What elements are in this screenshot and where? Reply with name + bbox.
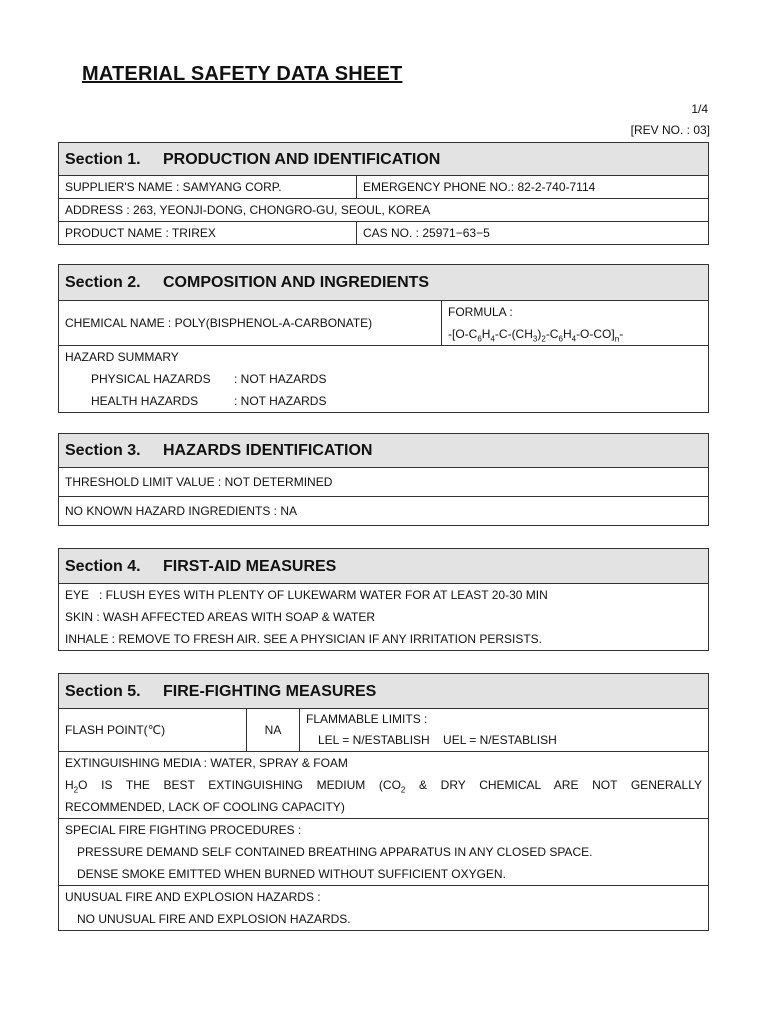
revision-number: [REV NO. : 03] xyxy=(630,123,710,137)
document-title: MATERIAL SAFETY DATA SHEET xyxy=(82,63,403,85)
section-2 xyxy=(58,264,709,413)
health-hazards: HEALTH HAZARDS : NOT HAZARDS xyxy=(91,394,327,408)
formula-cell xyxy=(441,301,708,345)
lel-uel: LEL = N/ESTABLISH UEL = N/ESTABLISH xyxy=(318,733,557,747)
emergency-phone: EMERGENCY PHONE NO.: 82-2-740-7114 xyxy=(363,180,596,194)
first-aid-cell xyxy=(59,584,708,650)
flash-point-label-cell xyxy=(59,709,246,751)
section-4-header xyxy=(59,549,708,584)
chemical-row xyxy=(59,301,708,345)
ingredients-cell xyxy=(59,497,708,525)
section-3-number: Section 3. xyxy=(65,442,141,459)
address: ADDRESS : 263, YEONJI-DONG, CHONGRO-GU, SEOUL, KOREA xyxy=(65,203,431,217)
chemical-formula: $-[O-C_6H_4-C-(CH_3)_2-C_6H_4-O-CO]_n-$ xyxy=(448,327,624,344)
section-3-header xyxy=(59,434,708,468)
emergency-cell xyxy=(356,176,708,198)
cas-number: CAS NO. : 25971−63−5 xyxy=(363,226,490,240)
special-procedures-row xyxy=(59,818,708,885)
tlv-row xyxy=(59,468,708,496)
unusual-hazards-cell xyxy=(59,886,708,930)
hazard-summary-title: HAZARD SUMMARY xyxy=(65,350,179,364)
tlv-cell xyxy=(59,468,708,496)
section-2-number: Section 2. xyxy=(65,274,141,291)
flash-point-value: NA xyxy=(264,723,282,737)
section-3-title: HAZARDS IDENTIFICATION xyxy=(163,442,373,459)
first-aid-eye: EYE : FLUSH EYES WITH PLENTY OF LUKEWARM WATER FOR AT LEAST 20-30 MIN xyxy=(65,588,548,602)
address-row xyxy=(59,198,708,221)
special-procedures-title: SPECIAL FIRE FIGHTING PROCEDURES : xyxy=(65,823,302,837)
flash-point-label: FLASH POINT(℃) xyxy=(65,723,166,737)
supplier-row xyxy=(59,176,708,198)
section-5 xyxy=(58,673,709,931)
formula-label: FORMULA : xyxy=(448,305,513,319)
section-5-number: Section 5. xyxy=(65,683,141,700)
section-4-title: FIRST-AID MEASURES xyxy=(163,558,337,575)
section-3 xyxy=(58,433,709,526)
flammable-limits-cell xyxy=(299,709,708,751)
first-aid-inhale: INHALE : REMOVE TO FRESH AIR. SEE A PHYSICIAN IF ANY IRRITATION PERSISTS. xyxy=(65,632,543,646)
flash-point-row xyxy=(59,709,708,751)
address-cell xyxy=(59,199,708,221)
unusual-hazards-title: UNUSUAL FIRE AND EXPLOSION HAZARDS : xyxy=(65,890,321,904)
hazard-summary-row xyxy=(59,345,708,412)
section-1 xyxy=(58,142,709,245)
special-procedure-2: DENSE SMOKE EMITTED WHEN BURNED WITHOUT SUFFICIENT OXYGEN. xyxy=(77,867,506,881)
special-procedures-cell xyxy=(59,819,708,885)
section-1-number: Section 1. xyxy=(65,151,141,168)
extinguishing-media: EXTINGUISHING MEDIA : WATER, SPRAY & FOAM xyxy=(65,756,348,770)
section-1-header xyxy=(59,143,708,176)
recommended-note: RECOMMENDED, LACK OF COOLING CAPACITY) xyxy=(65,800,345,814)
product-name: PRODUCT NAME : TRIREX xyxy=(65,226,216,240)
section-4-number: Section 4. xyxy=(65,558,141,575)
product-cell xyxy=(59,222,356,244)
supplier-cell xyxy=(59,176,356,198)
section-5-title: FIRE-FIGHTING MEASURES xyxy=(163,683,377,700)
cas-cell xyxy=(356,222,708,244)
first-aid-row xyxy=(59,584,708,650)
flash-point-value-cell xyxy=(246,709,299,751)
h2o-statement: $H_2O$ IS THE BEST EXTINGUISHING MEDIUM ($CO_2$ & DRY CHEMICAL ARE NOT GENERALLY xyxy=(65,778,702,795)
section-4 xyxy=(58,548,709,651)
hazard-summary-cell xyxy=(59,346,708,412)
first-aid-skin: SKIN : WASH AFFECTED AREAS WITH SOAP & WATER xyxy=(65,610,376,624)
section-2-title: COMPOSITION AND INGREDIENTS xyxy=(163,274,430,291)
section-2-header xyxy=(59,265,708,301)
hazard-ingredients: NO KNOWN HAZARD INGREDIENTS : NA xyxy=(65,504,298,518)
flammable-limits-label: FLAMMABLE LIMITS : xyxy=(306,712,428,726)
unusual-hazards-text: NO UNUSUAL FIRE AND EXPLOSION HAZARDS. xyxy=(77,912,351,926)
special-procedure-1: PRESSURE DEMAND SELF CONTAINED BREATHING APPARATUS IN ANY CLOSED SPACE. xyxy=(77,845,593,859)
chemical-name: CHEMICAL NAME : POLY(BISPHENOL-A-CARBONATE) xyxy=(65,316,373,330)
extinguishing-cell xyxy=(59,752,708,818)
extinguishing-row xyxy=(59,751,708,818)
threshold-limit-value: THRESHOLD LIMIT VALUE : NOT DETERMINED xyxy=(65,475,333,489)
chemical-name-cell xyxy=(59,301,441,345)
section-5-header xyxy=(59,674,708,709)
physical-hazards: PHYSICAL HAZARDS : NOT HAZARDS xyxy=(91,372,327,386)
product-row xyxy=(59,221,708,244)
ingredients-row xyxy=(59,496,708,525)
page-number: 1/4 xyxy=(691,102,708,116)
section-1-title: PRODUCTION AND IDENTIFICATION xyxy=(163,151,441,168)
unusual-hazards-row xyxy=(59,885,708,930)
supplier-name: SUPPLIER'S NAME : SAMYANG CORP. xyxy=(65,180,282,194)
